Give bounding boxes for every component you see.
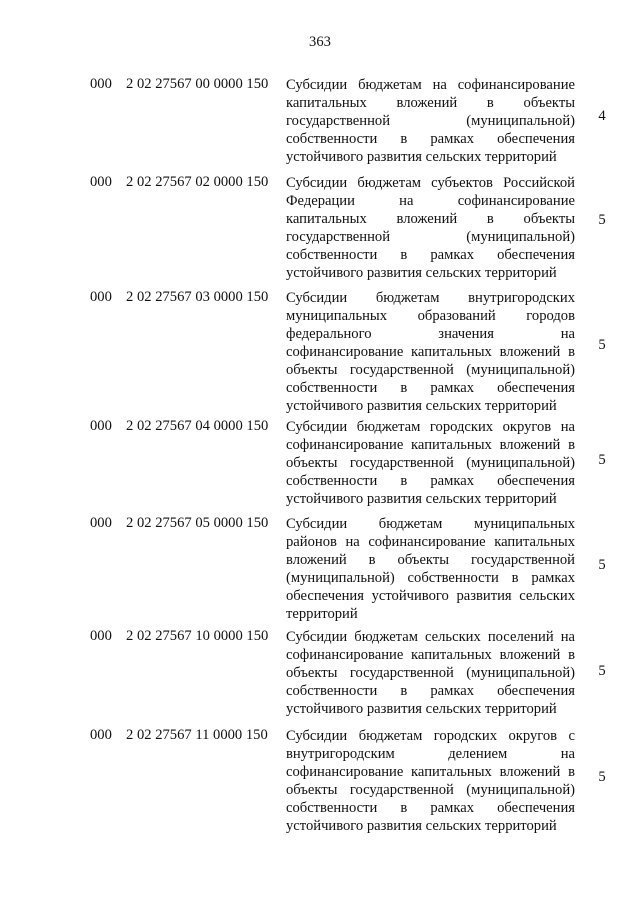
budget-classification-code: 2 02 27567 04 0000 150 [126, 418, 269, 434]
description-line: объекты государственной (муниципальной) [286, 665, 575, 681]
income-description [286, 76, 575, 166]
admin-code: 000 [90, 727, 112, 743]
description-line: софинансирование капитальных вложений в [286, 344, 575, 360]
description-line: (муниципальной) собственности в рамках [286, 570, 575, 586]
description-line: Федерации на софинансирование [286, 193, 575, 209]
page-number: 363 [309, 34, 331, 50]
income-description [286, 174, 575, 282]
description-line: софинансирование капитальных вложений в [286, 437, 575, 453]
description-line: устойчивого развития сельских территорий [286, 491, 557, 507]
description-line: устойчивого развития сельских территорий [286, 149, 557, 165]
income-description [286, 418, 575, 508]
description-line: Субсидии бюджетам внутригородских [286, 290, 575, 306]
budget-classification-code: 2 02 27567 05 0000 150 [126, 515, 269, 531]
admin-code: 000 [90, 76, 112, 92]
income-description [286, 727, 575, 835]
description-line: Субсидии бюджетам субъектов Российской [286, 175, 575, 191]
description-line: районов на софинансирование капитальных [286, 534, 575, 550]
admin-code: 000 [90, 289, 112, 305]
description-line: Субсидии бюджетам муниципальных [286, 516, 575, 532]
description-line: устойчивого развития сельских территорий [286, 265, 557, 281]
description-line: объекты государственной (муниципальной) [286, 362, 575, 378]
row-count-value: 5 [598, 337, 606, 353]
description-line: собственности в рамках обеспечения [286, 247, 575, 263]
budget-classification-code: 2 02 27567 02 0000 150 [126, 174, 269, 190]
description-line: территорий [286, 606, 358, 622]
description-line: капитальных вложений в объекты [286, 95, 575, 111]
description-line: собственности в рамках обеспечения [286, 683, 575, 699]
row-count-value: 4 [598, 108, 606, 124]
description-line: собственности в рамках обеспечения [286, 800, 575, 816]
admin-code: 000 [90, 174, 112, 190]
description-line: устойчивого развития сельских территорий [286, 701, 557, 717]
admin-code: 000 [90, 628, 112, 644]
row-count-value: 5 [598, 557, 606, 573]
row-count-value: 5 [598, 663, 606, 679]
budget-classification-code: 2 02 27567 11 0000 150 [126, 727, 268, 743]
admin-code: 000 [90, 515, 112, 531]
description-line: государственной (муниципальной) [286, 113, 575, 129]
description-line: объекты государственной (муниципальной) [286, 455, 575, 471]
description-line: софинансирование капитальных вложений в [286, 647, 575, 663]
description-line: федерального значения на [286, 326, 575, 342]
description-line: вложений в объекты государственной [286, 552, 575, 568]
budget-classification-code: 2 02 27567 00 0000 150 [126, 76, 269, 92]
income-description [286, 289, 575, 415]
description-line: капитальных вложений в объекты [286, 211, 575, 227]
description-line: Субсидии бюджетам городских округов на [286, 419, 575, 435]
description-line: собственности в рамках обеспечения [286, 473, 575, 489]
description-line: Субсидии бюджетам городских округов с [286, 728, 575, 744]
row-count-value: 5 [598, 212, 606, 228]
income-description [286, 628, 575, 718]
description-line: собственности в рамках обеспечения [286, 131, 575, 147]
description-line: устойчивого развития сельских территорий [286, 818, 557, 834]
description-line: объекты государственной (муниципальной) [286, 782, 575, 798]
description-line: Субсидии бюджетам на софинансирование [286, 77, 575, 93]
admin-code: 000 [90, 418, 112, 434]
budget-classification-code: 2 02 27567 03 0000 150 [126, 289, 269, 305]
description-line: Субсидии бюджетам сельских поселений на [286, 629, 575, 645]
income-description [286, 515, 575, 623]
row-count-value: 5 [598, 769, 606, 785]
budget-classification-code: 2 02 27567 10 0000 150 [126, 628, 269, 644]
description-line: устойчивого развития сельских территорий [286, 398, 557, 414]
description-line: муниципальных образований городов [286, 308, 575, 324]
row-count-value: 5 [598, 452, 606, 468]
description-line: обеспечения устойчивого развития сельских [286, 588, 575, 604]
description-line: внутригородским делением на [286, 746, 575, 762]
description-line: государственной (муниципальной) [286, 229, 575, 245]
description-line: собственности в рамках обеспечения [286, 380, 575, 396]
description-line: софинансирование капитальных вложений в [286, 764, 575, 780]
